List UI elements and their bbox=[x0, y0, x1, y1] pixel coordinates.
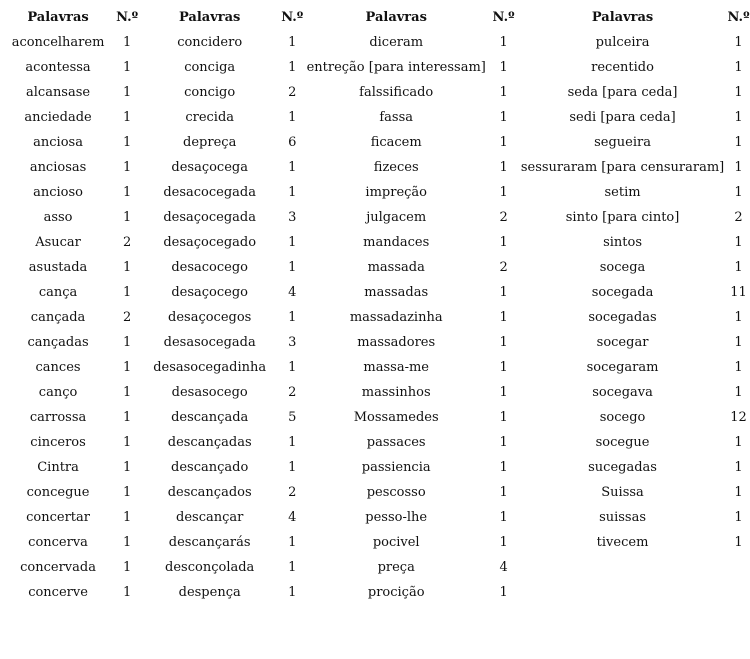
word-cell: canço bbox=[38, 385, 78, 400]
count-cell: 4 bbox=[288, 285, 297, 300]
count-cell: 1 bbox=[734, 310, 743, 325]
header-palavras-1: Palavras bbox=[27, 10, 89, 25]
count-cell: 5 bbox=[288, 410, 297, 425]
table-row bbox=[0, 280, 750, 305]
word-cell: anciosa bbox=[33, 135, 83, 150]
word-cell: mandaces bbox=[363, 235, 430, 250]
word-cell: Asucar bbox=[35, 235, 81, 250]
header-numero-1: N.º bbox=[116, 10, 139, 25]
header-palavras-2: Palavras bbox=[179, 10, 241, 25]
count-cell: 1 bbox=[123, 35, 132, 50]
word-cell: desaçocegado bbox=[163, 235, 257, 250]
count-cell: 2 bbox=[288, 85, 297, 100]
header-numero-3: N.º bbox=[492, 10, 515, 25]
word-cell: Suissa bbox=[601, 485, 644, 500]
word-cell: descançar bbox=[176, 510, 244, 525]
count-cell: 1 bbox=[288, 185, 297, 200]
table-row bbox=[0, 255, 750, 280]
word-cell: segueira bbox=[594, 135, 651, 150]
count-cell: 1 bbox=[288, 260, 297, 275]
count-cell: 1 bbox=[288, 460, 297, 475]
count-cell: 1 bbox=[734, 185, 743, 200]
count-cell: 2 bbox=[499, 260, 508, 275]
count-cell: 1 bbox=[734, 260, 743, 275]
word-cell: asustada bbox=[28, 260, 88, 275]
word-cell: alcansase bbox=[26, 85, 91, 100]
word-cell: massadas bbox=[364, 285, 429, 300]
count-cell: 1 bbox=[123, 210, 132, 225]
table-row bbox=[0, 505, 750, 530]
table-row bbox=[0, 530, 750, 555]
count-cell: 1 bbox=[123, 185, 132, 200]
empty-cell bbox=[518, 555, 727, 580]
word-cell: ancioso bbox=[33, 185, 83, 200]
count-cell: 1 bbox=[734, 535, 743, 550]
word-cell: impreção bbox=[365, 185, 427, 200]
word-cell: cinceros bbox=[30, 435, 86, 450]
word-cell: desacocegada bbox=[163, 185, 257, 200]
header-numero-2: N.º bbox=[281, 10, 304, 25]
count-cell: 1 bbox=[734, 485, 743, 500]
count-cell: 1 bbox=[499, 110, 508, 125]
word-cell: concidero bbox=[177, 35, 243, 50]
word-cell: socego bbox=[599, 410, 646, 425]
word-cell: preça bbox=[377, 560, 415, 575]
table-row bbox=[0, 80, 750, 105]
word-cell: cances bbox=[35, 360, 81, 375]
word-cell: descançarás bbox=[168, 535, 251, 550]
count-cell: 1 bbox=[734, 235, 743, 250]
header-palavras-4: Palavras bbox=[591, 10, 654, 25]
count-cell: 1 bbox=[123, 585, 132, 600]
count-cell: 1 bbox=[123, 510, 132, 525]
word-cell: sucegadas bbox=[588, 460, 657, 475]
word-cell: recentido bbox=[591, 60, 654, 75]
count-cell: 1 bbox=[123, 360, 132, 375]
word-cell: concertar bbox=[26, 510, 90, 525]
table-row bbox=[0, 130, 750, 155]
word-cell: acontessa bbox=[25, 60, 91, 75]
count-cell: 1 bbox=[499, 60, 508, 75]
word-cell: desasocegada bbox=[163, 335, 256, 350]
count-cell: 1 bbox=[123, 435, 132, 450]
word-cell: descançado bbox=[171, 460, 249, 475]
table-row bbox=[0, 455, 750, 480]
count-cell: 3 bbox=[288, 335, 297, 350]
word-cell: falssificado bbox=[359, 85, 434, 100]
count-cell: 1 bbox=[288, 360, 297, 375]
count-cell: 4 bbox=[499, 560, 508, 575]
word-frequency-table bbox=[0, 5, 750, 605]
word-cell: despença bbox=[178, 585, 241, 600]
word-cell: concervada bbox=[20, 560, 96, 575]
table-row bbox=[0, 355, 750, 380]
word-cell: fizeces bbox=[373, 160, 419, 175]
count-cell: 1 bbox=[499, 335, 508, 350]
count-cell: 1 bbox=[288, 560, 297, 575]
word-cell: massa-me bbox=[363, 360, 429, 375]
count-cell: 1 bbox=[499, 585, 508, 600]
word-cell: socegaram bbox=[586, 360, 659, 375]
count-cell: 1 bbox=[288, 310, 297, 325]
count-cell: 1 bbox=[499, 160, 508, 175]
word-cell: entreção [para interessam] bbox=[306, 60, 486, 75]
table-row bbox=[0, 30, 750, 55]
count-cell: 1 bbox=[499, 235, 508, 250]
word-cell: pescosso bbox=[366, 485, 426, 500]
word-cell: cançadas bbox=[27, 335, 89, 350]
word-cell: massinhos bbox=[361, 385, 431, 400]
word-cell: sedi [para ceda] bbox=[569, 110, 676, 125]
word-cell: anciedade bbox=[24, 110, 92, 125]
table-row bbox=[0, 105, 750, 130]
word-cell: cançada bbox=[30, 310, 86, 325]
count-cell: 2 bbox=[734, 210, 743, 225]
word-cell: desaçocegos bbox=[168, 310, 252, 325]
count-cell: 1 bbox=[288, 110, 297, 125]
word-cell: ficacem bbox=[370, 135, 422, 150]
word-cell: seda [para ceda] bbox=[567, 85, 678, 100]
empty-cell bbox=[727, 580, 750, 605]
table-row bbox=[0, 480, 750, 505]
count-cell: 12 bbox=[730, 410, 747, 425]
count-cell: 1 bbox=[499, 385, 508, 400]
count-cell: 1 bbox=[288, 60, 297, 75]
table-row bbox=[0, 405, 750, 430]
table-row bbox=[0, 230, 750, 255]
count-cell: 1 bbox=[734, 385, 743, 400]
word-cell: desaçocegada bbox=[163, 210, 257, 225]
word-cell: asso bbox=[43, 210, 73, 225]
count-cell: 1 bbox=[123, 535, 132, 550]
header-row bbox=[0, 5, 750, 30]
table-row bbox=[0, 580, 750, 605]
word-cell: descançados bbox=[167, 485, 252, 500]
count-cell: 1 bbox=[123, 135, 132, 150]
count-cell: 1 bbox=[123, 260, 132, 275]
count-cell: 1 bbox=[499, 410, 508, 425]
word-cell: desacocego bbox=[171, 260, 249, 275]
count-cell: 1 bbox=[288, 585, 297, 600]
count-cell: 1 bbox=[499, 535, 508, 550]
word-cell: socega bbox=[599, 260, 646, 275]
word-cell: massadores bbox=[357, 335, 436, 350]
word-cell: descançada bbox=[171, 410, 249, 425]
count-cell: 1 bbox=[288, 235, 297, 250]
table-body bbox=[0, 30, 750, 605]
empty-cell bbox=[727, 555, 750, 580]
word-cell: crecida bbox=[185, 110, 235, 125]
word-cell: desaçocega bbox=[171, 160, 248, 175]
count-cell: 1 bbox=[734, 35, 743, 50]
count-cell: 1 bbox=[123, 410, 132, 425]
count-cell: 1 bbox=[734, 510, 743, 525]
count-cell: 2 bbox=[288, 485, 297, 500]
word-cell: setim bbox=[604, 185, 641, 200]
count-cell: 2 bbox=[123, 235, 132, 250]
count-cell: 1 bbox=[123, 460, 132, 475]
count-cell: 1 bbox=[499, 460, 508, 475]
count-cell: 1 bbox=[734, 435, 743, 450]
count-cell: 1 bbox=[123, 335, 132, 350]
table-row bbox=[0, 380, 750, 405]
count-cell: 1 bbox=[123, 560, 132, 575]
table-row bbox=[0, 205, 750, 230]
word-cell: depreça bbox=[183, 135, 237, 150]
word-cell: cança bbox=[38, 285, 78, 300]
count-cell: 2 bbox=[288, 385, 297, 400]
word-cell: pocivel bbox=[372, 535, 420, 550]
word-cell: pulceira bbox=[595, 35, 650, 50]
count-cell: 1 bbox=[288, 160, 297, 175]
count-cell: 1 bbox=[499, 485, 508, 500]
word-cell: Cintra bbox=[37, 460, 79, 475]
count-cell: 1 bbox=[123, 60, 132, 75]
word-cell: tivecem bbox=[596, 535, 649, 550]
table-row bbox=[0, 330, 750, 355]
word-cell: descançadas bbox=[167, 435, 252, 450]
count-cell: 4 bbox=[288, 510, 297, 525]
table-row bbox=[0, 55, 750, 80]
word-cell: pesso-lhe bbox=[365, 510, 428, 525]
word-cell: desasocegadinha bbox=[153, 360, 267, 375]
count-cell: 1 bbox=[734, 135, 743, 150]
word-cell: socegar bbox=[596, 335, 649, 350]
word-cell: sinto [para cinto] bbox=[565, 210, 680, 225]
word-cell: sessuraram [para censuraram] bbox=[520, 160, 725, 175]
count-cell: 3 bbox=[288, 210, 297, 225]
count-cell: 1 bbox=[734, 460, 743, 475]
word-cell: concerve bbox=[28, 585, 88, 600]
header-numero-4: N.º bbox=[727, 10, 750, 25]
table-row bbox=[0, 305, 750, 330]
word-cell: carrossa bbox=[29, 410, 87, 425]
word-cell: passiencia bbox=[361, 460, 431, 475]
count-cell: 2 bbox=[123, 310, 132, 325]
count-cell: 2 bbox=[499, 210, 508, 225]
word-cell: socegada bbox=[591, 285, 654, 300]
count-cell: 1 bbox=[288, 35, 297, 50]
count-cell: 1 bbox=[123, 85, 132, 100]
count-cell: 1 bbox=[499, 360, 508, 375]
count-cell: 1 bbox=[123, 110, 132, 125]
count-cell: 1 bbox=[734, 335, 743, 350]
word-cell: desconçolada bbox=[165, 560, 255, 575]
count-cell: 1 bbox=[499, 510, 508, 525]
count-cell: 1 bbox=[288, 435, 297, 450]
count-cell: 1 bbox=[499, 435, 508, 450]
count-cell: 1 bbox=[123, 385, 132, 400]
count-cell: 11 bbox=[730, 285, 747, 300]
count-cell: 1 bbox=[499, 285, 508, 300]
count-cell: 1 bbox=[123, 285, 132, 300]
count-cell: 1 bbox=[123, 160, 132, 175]
count-cell: 1 bbox=[734, 360, 743, 375]
word-cell: anciosas bbox=[29, 160, 87, 175]
word-cell: Mossamedes bbox=[353, 410, 439, 425]
word-cell: massadazinha bbox=[349, 310, 443, 325]
count-cell: 6 bbox=[288, 135, 297, 150]
count-cell: 1 bbox=[734, 160, 743, 175]
count-cell: 1 bbox=[734, 110, 743, 125]
count-cell: 1 bbox=[734, 60, 743, 75]
table-row bbox=[0, 430, 750, 455]
word-cell: socegue bbox=[595, 435, 650, 450]
count-cell: 1 bbox=[499, 35, 508, 50]
word-cell: aconcelharem bbox=[11, 35, 105, 50]
word-cell: socegadas bbox=[588, 310, 657, 325]
word-cell: sintos bbox=[603, 235, 643, 250]
word-cell: socegava bbox=[592, 385, 653, 400]
word-cell: julgacem bbox=[366, 210, 427, 225]
count-cell: 1 bbox=[288, 535, 297, 550]
word-cell: conciga bbox=[184, 60, 236, 75]
count-cell: 1 bbox=[499, 85, 508, 100]
word-cell: passaces bbox=[366, 435, 426, 450]
count-cell: 1 bbox=[499, 135, 508, 150]
word-cell: concegue bbox=[26, 485, 90, 500]
word-cell: desaçocego bbox=[171, 285, 249, 300]
count-cell: 1 bbox=[499, 310, 508, 325]
word-cell: massada bbox=[367, 260, 425, 275]
table-row bbox=[0, 155, 750, 180]
word-cell: procição bbox=[367, 585, 425, 600]
word-cell: fassa bbox=[379, 110, 414, 125]
word-cell: suissas bbox=[599, 510, 647, 525]
table-row bbox=[0, 555, 750, 580]
table-row bbox=[0, 180, 750, 205]
count-cell: 1 bbox=[734, 85, 743, 100]
word-cell: desasocego bbox=[171, 385, 248, 400]
word-cell: diceram bbox=[369, 35, 424, 50]
count-cell: 1 bbox=[123, 485, 132, 500]
word-cell: concerva bbox=[28, 535, 88, 550]
word-cell: concigo bbox=[184, 85, 236, 100]
count-cell: 1 bbox=[499, 185, 508, 200]
header-palavras-3: Palavras bbox=[365, 10, 427, 25]
empty-cell bbox=[518, 580, 727, 605]
